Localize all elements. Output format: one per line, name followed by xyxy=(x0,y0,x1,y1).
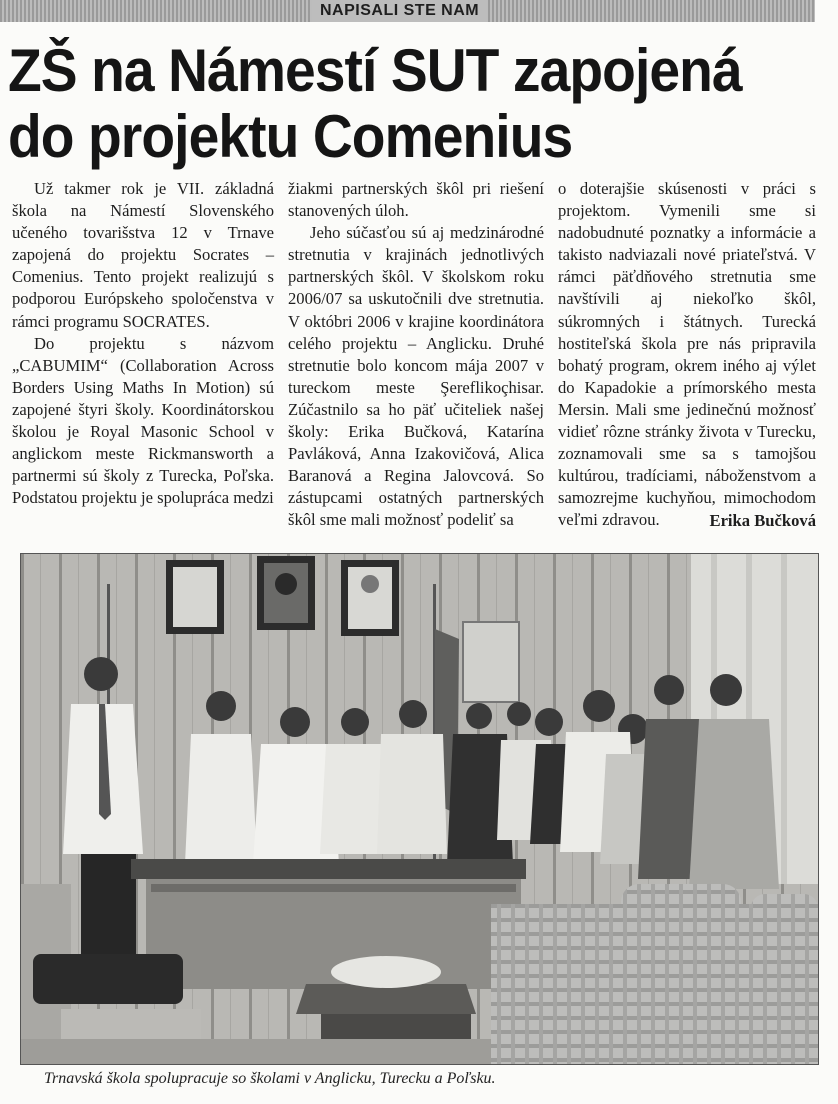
article-column-2 xyxy=(288,178,544,532)
article-paragraph: Jeho súčasťou sú aj medzinárodné stretnutia v krajinách jednotlivých partnerských škôl. V školskom roku 2006/07 sa uskutočnili dve stretnutia. V októbri 2006 v krajine koordinátora celého projektu – Anglicku. Druhé stretnutie bolo koncom mája 2007 v tureckom meste Şereflikoçhisar. Zúčastnilo sa ho päť učiteliek našej školy: Erika Bučková, Katarína Pavláková, Anna Izakovičová, Alica Baranová a Regina Jalovcová. So zástupcami ostatných partnerských škôl sme mali možnosť podeliť sa xyxy=(288,223,544,530)
section-label: NAPISALI STE NAM xyxy=(312,0,487,22)
article-author: Erika Bučková xyxy=(709,510,816,530)
group-photo xyxy=(20,553,819,1065)
article-column-3 xyxy=(558,178,816,532)
article-paragraph: žiakmi partnerských škôl pri riešení stanovených úloh. xyxy=(288,179,544,221)
article-paragraph: Už takmer rok je VII. základná škola na Námestí Slovenského učeného tovarišstva 12 v Trnave zapojená do projektu Socrates – Comenius. Tento projekt realizujú s podporou Európskeho spoločenstva v rámci programu SOCRATES. xyxy=(12,179,274,331)
headline xyxy=(8,38,744,170)
article-column-1 xyxy=(12,178,274,509)
group-photo-drawing xyxy=(21,554,818,1064)
article-paragraph: Do projektu s názvom „CABUMIM“ (Collaboration Across Borders Using Maths In Motion) sú zapojené štyri školy. Koordinátorskou školou je Royal Masonic School v anglickom meste Rickmansworth a partnermi sú školy z Turecka, Poľska. Podstatou projektu je spolupráca medzi xyxy=(12,333,274,508)
article-paragraph: o doterajšie skúsenosti v práci s projektom. Vymenili sme si nadobudnuté poznatky a informácie a takisto nadviazali nové priateľstvá. V rámci päťdňového stretnutia sme navštívili aj niekoľko škôl, súkromných i štátnych. Turecká hostiteľská škola pre nás pripravila bohatý program, okrem iného aj výlet do Kapadokie a prímorského mesta Mersin. Mali sme jedinečnú možnosť vidieť rôzne stránky života v Turecku, zoznamovali sme sa s tamojšou kultúrou, tradíciami, náboženstvom a samozrejme kuchyňou, mimochodom veľmi zdravou. xyxy=(558,179,816,530)
photo-caption: Trnavská škola spolupracuje so školami v Anglicku, Turecku a Poľsku. xyxy=(44,1070,496,1087)
headline-line-2: do projektu Comenius xyxy=(8,103,573,170)
headline-line-1: ZŠ na Námestí SUT zapojená xyxy=(8,37,742,104)
